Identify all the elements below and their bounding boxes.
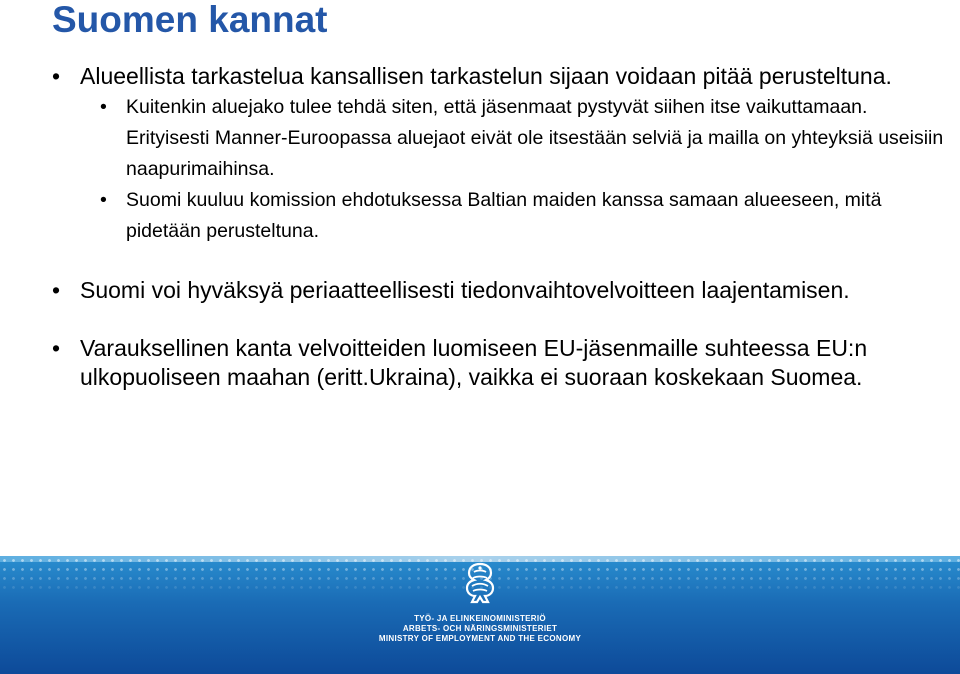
- ministry-name-en: MINISTRY OF EMPLOYMENT AND THE ECONOMY: [378, 634, 582, 643]
- sub-bullet-item: • Kuitenkin aluejako tulee tehdä siten, että jäsenmaat pystyvät siihen itse vaikuttamaan. Erityisesti Manner-Euroopassa aluejaot eivät ole itsestään selviä ja mailla on yhteyksiä useisiin naapurimaihinsa.: [100, 92, 952, 185]
- ministry-name: [370, 614, 590, 644]
- bullet-list: [52, 62, 952, 393]
- finnish-lion-crest-icon: [460, 562, 500, 606]
- ministry-footer: [0, 556, 960, 674]
- slide-title: Suomen kannat: [52, 0, 328, 40]
- bullet-item: • Alueellista tarkastelua kansallisen tarkastelun sijaan voidaan pitää perusteltuna.: [52, 62, 952, 91]
- sub-bullet-item: • Suomi kuuluu komission ehdotuksessa Baltian maiden kanssa samaan alueeseen, mitä pidetään perusteltuna.: [100, 185, 952, 247]
- ministry-name-fi: TYÖ- JA ELINKEINOMINISTERIÖ: [414, 614, 546, 623]
- bullet-item: • Suomi voi hyväksyä periaatteellisesti tiedonvaihtovelvoitteen laajentamisen.: [52, 276, 952, 305]
- ministry-name-sv: ARBETS- OCH NÄRINGSMINISTERIET: [402, 624, 558, 633]
- bullet-item: • Varauksellinen kanta velvoitteiden luomiseen EU-jäsenmaille suhteessa EU:n ulkopuoliseen maahan (eritt.Ukraina), vaikka ei suoraan koskekaan Suomea.: [52, 334, 952, 392]
